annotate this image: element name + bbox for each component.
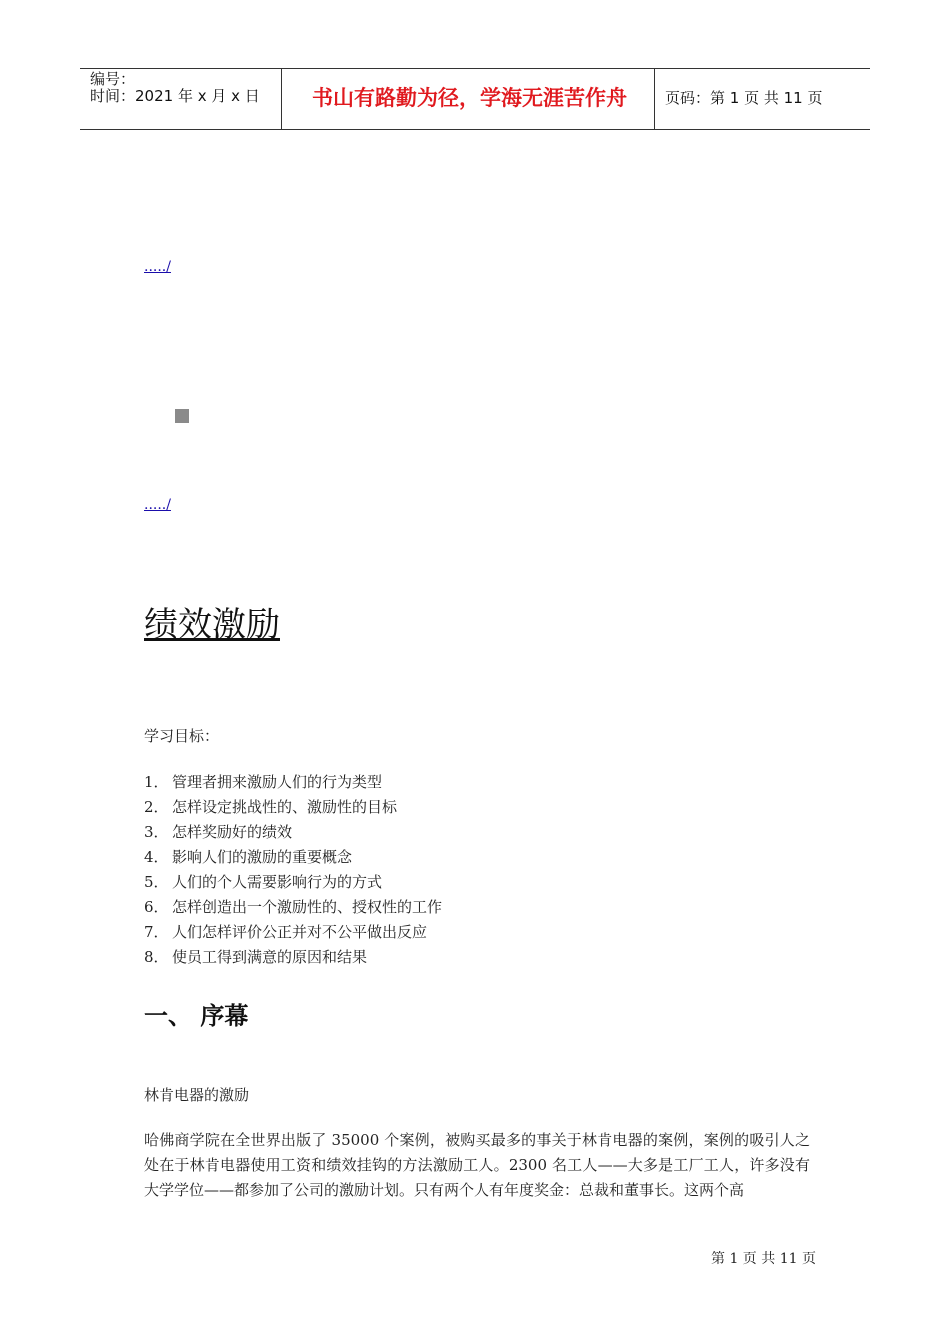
list-item-number: 8．: [144, 948, 169, 966]
objectives-list: [144, 770, 442, 970]
list-item-text: 人们的个人需要影响行为的方式: [172, 873, 383, 891]
document-date: 时间：2021 年 x 月 x 日: [90, 87, 260, 105]
objectives-label: 学习目标：: [144, 727, 220, 745]
list-item: [144, 770, 442, 795]
list-item: [144, 895, 442, 920]
header-page-info: 页码：第 1 页 共 11 页: [665, 89, 823, 107]
list-item-number: 7．: [144, 923, 169, 941]
link-top[interactable]: ...../: [144, 259, 171, 275]
list-item-text: 使员工得到满意的原因和结果: [172, 948, 368, 966]
list-item: [144, 920, 442, 945]
list-item-number: 6．: [144, 898, 169, 916]
list-item: [144, 795, 442, 820]
body-paragraph: 哈佛商学院在全世界出版了 35000 个案例，被购买最多的事关于林肯电器的案例，案例的吸引人之处在于林肯电器使用工资和绩效挂钩的方法激励工人。2300 名工人——大多是工厂工人，许多没有大学学位——都参加了公司的激励计划。只有两个人有年度奖金：总裁和董事长。这两个高: [144, 1131, 810, 1199]
list-item-text: 影响人们的激励的重要概念: [172, 848, 353, 866]
list-item-text: 管理者拥来激励人们的行为类型: [172, 773, 383, 791]
list-item: [144, 870, 442, 895]
footer-page-info: 第 1 页 共 11 页: [711, 1251, 816, 1267]
document-header: [80, 68, 870, 130]
document-number-label: 编号：: [90, 70, 136, 88]
list-item-text: 怎样设定挑战性的、激励性的目标: [172, 798, 398, 816]
header-meta: [90, 71, 260, 105]
document-title: 绩效激励: [144, 605, 280, 645]
header-divider-right: [654, 69, 655, 129]
case-title: 林肯电器的激励: [144, 1086, 250, 1104]
list-item-number: 1．: [144, 773, 169, 791]
list-item: [144, 845, 442, 870]
list-item: [144, 945, 442, 970]
header-motto: 书山有路勤为径，学海无涯苦作舟: [312, 86, 627, 110]
section-heading: 一、 序幕: [144, 1002, 249, 1030]
list-item-text: 怎样创造出一个激励性的、授权性的工作: [172, 898, 443, 916]
gray-square-icon: [175, 409, 189, 423]
list-item-text: 怎样奖励好的绩效: [172, 823, 293, 841]
list-item-number: 4．: [144, 848, 169, 866]
list-item-number: 2．: [144, 798, 169, 816]
list-item-text: 人们怎样评价公正并对不公平做出反应: [172, 923, 428, 941]
list-item-number: 5．: [144, 873, 169, 891]
link-bottom[interactable]: ...../: [144, 497, 171, 513]
list-item: [144, 820, 442, 845]
header-divider-left: [281, 69, 282, 129]
list-item-number: 3．: [144, 823, 169, 841]
